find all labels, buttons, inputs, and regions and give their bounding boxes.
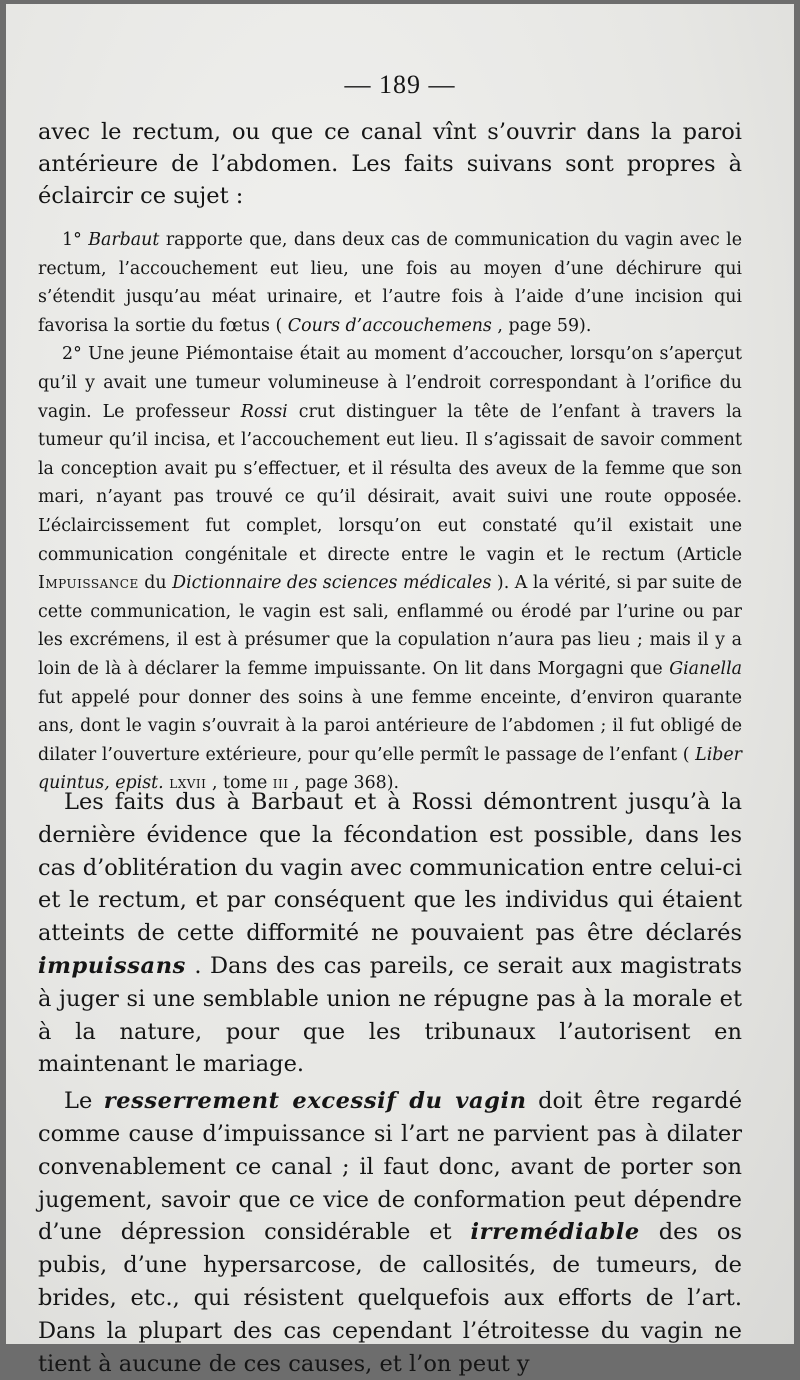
book-title: Cours d’accouchemens bbox=[287, 315, 492, 336]
epist-number: lxvii bbox=[169, 773, 207, 794]
cases-section bbox=[38, 226, 742, 798]
body-paragraph-1: Les faits dus à Barbaut et à Rossi démontrent jusqu’à la dernière évidence que la fécondation est possible, dans les cas d’oblitération du vagin avec communication entre celui-ci et le rectum, et par conséquent que les individus qui étaient atteints de cette difformité ne pouvaient pas être déclarés impuissans . Dans des cas pareils, ce serait aux magistrats à juger si une semblable union ne répugne pas à la morale et à la nature, pour que les tribunaux l’autorisent en maintenant le mariage. bbox=[38, 789, 742, 1078]
tome-number: iii bbox=[272, 773, 289, 794]
term-resserrement: resserrement excessif du vagin bbox=[103, 1088, 527, 1115]
author-rossi: Rossi bbox=[240, 401, 288, 422]
body-paragraph-2: Le resserrement excessif du vagin doit être regardé comme cause d’impuissance si l’art ne parvient pas à dilater convenablement ce canal ; il faut donc, avant de porter son jugement, savoir que ce vice de conformation peut dépendre d’une dépression considérable et irremédiable des os pubis, d’une hypersarcose, de callosités, de tumeurs, de brides, etc., qui résistent quelquefois aux efforts de l’art. Dans la plupart des cas cependant l’étroitesse du vagin ne tient à aucune de ces causes, et l’on peut y bbox=[38, 1088, 743, 1377]
intro-paragraph bbox=[38, 116, 742, 212]
author-gianella: Gianella bbox=[669, 658, 743, 679]
author-barbaut: Barbaut bbox=[88, 230, 160, 250]
term-impuissans: impuissans bbox=[38, 952, 186, 979]
term-irremediable: irremédiable bbox=[470, 1219, 640, 1246]
page-number: — 189 — bbox=[344, 70, 456, 99]
case-2-paragraph: 2° Une jeune Piémontaise était au moment d’accoucher, lorsqu’on s’aperçut qu’il y avait une tumeur volumineuse à l’endroit correspondant à l’orifice du vagin. Le professeur Rossi crut distinguer la tête de l’enfant à travers la tumeur qu’il incisa, et l’accouchement eut lieu. Il s’agissait de savoir comment la conception avait pu s’effectuer, et il résulta des aveux de la femme que son mari, n’ayant pas trouvé ce qu’il désirait, avait suivi une route opposée. L’éclaircissement fut complet, lorsqu’on eut constaté qu’il existait une communication congénitale et directe entre le vagin et le rectum (Article Impuissance du Dictionnaire des sciences médicales ). A la vérité, si par suite de cette communication, le vagin est sali, enflammé ou érodé par l’urine ou par les excrémens, il est à présumer que la copulation n’aura pas lieu ; mais il y a loin de là à déclarer la femme impuissante. On lit dans Morgagni que Gianella fut appelé pour donner des soins à une femme enceinte, d’environ quarante ans, dont le vagin s’ouvrait à la paroi antérieure de l’abdomen ; il fut obligé de dilater l’ouverture extérieure, pour qu’elle permît le passage de l’enfant ( Liber quintus, epist. lxvii , tome iii , page 368). bbox=[38, 344, 743, 794]
body-section bbox=[38, 786, 742, 1380]
document-page bbox=[6, 4, 794, 1377]
article-title: Impuissance bbox=[38, 573, 139, 594]
intro-text: avec le rectum, ou que ce canal vînt s’ouvrir dans la paroi antérieure de l’abdomen. Les faits suivans sont propres à éclaircir ce sujet : bbox=[38, 119, 742, 209]
dictionary-title: Dictionnaire des sciences médicales bbox=[172, 573, 492, 594]
liber-title: Liber quintus, epist. bbox=[38, 744, 742, 794]
case-1-paragraph: 1° Barbaut rapporte que, dans deux cas de communication du vagin avec le rectum, l’accouchement eut lieu, une fois au moyen d’une déchirure qui s’étendit jusqu’au méat urinaire, et l’autre fois à l’aide d’une incision qui favorisa la sortie du fœtus ( Cours d’accouchemens , page 59). bbox=[38, 230, 742, 336]
